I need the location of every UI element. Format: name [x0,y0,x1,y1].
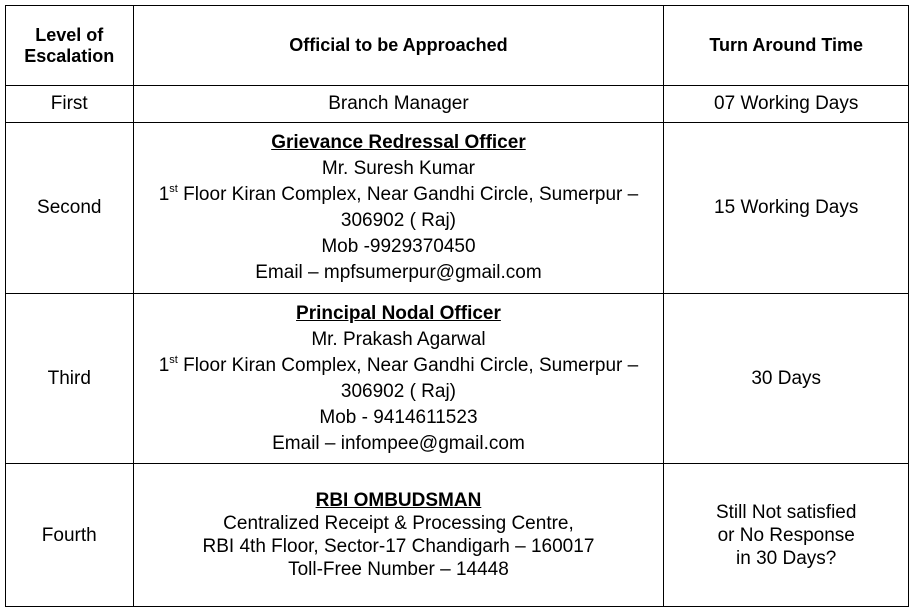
header-tat: Turn Around Time [664,6,909,86]
address-text: Floor Kiran Complex, Near Gandhi Circle, Sumerpur – [177,184,639,205]
level-cell: Fourth [6,464,134,607]
tat-line-2: or No Response [717,524,855,546]
header-level [6,6,134,86]
tat-cell: 07 Working Days [664,86,909,123]
address-text: Floor Kiran Complex, Near Gandhi Circle, Sumerpur – [177,354,639,376]
official-cell [133,294,664,464]
official-mobile: Mob - 9414611523 [319,406,478,428]
address-ordinal: st [169,353,178,366]
table-row-second [6,123,909,294]
address-number: 1 [158,184,170,205]
official-cell [133,123,664,294]
official-cell [133,464,664,607]
official-email: Email – infompee@gmail.com [272,432,525,454]
header-official: Official to be Approached [133,6,664,86]
tat-line-3: in 30 Days? [736,547,837,569]
official-title: Grievance Redressal Officer [271,132,526,153]
official-toll-free: Toll-Free Number – 14448 [288,559,509,580]
official-address [140,353,658,379]
official-mobile: Mob -9929370450 [321,236,476,257]
official-address-line-2: 306902 ( Raj) [340,210,457,231]
address-number: 1 [158,354,170,376]
table-row-fourth [6,464,909,607]
table-row-third [6,294,909,464]
table-row-first [6,86,909,123]
header-level-line-2: Escalation [24,45,115,66]
official-title: RBI OMBUDSMAN [315,490,482,511]
table-header-row [6,6,909,86]
official-email: Email – mpfsumerpur@gmail.com [255,262,542,283]
tat-line-1: Still Not satisfied [715,501,857,523]
escalation-table [5,5,909,607]
official-address-line-2: 306902 ( Raj) [340,380,457,402]
address-ordinal: st [169,183,178,195]
official-line-1: Centralized Receipt & Processing Centre, [223,513,574,534]
level-cell: Second [6,123,134,294]
official-name: Mr. Prakash Agarwal [311,328,486,350]
official-title: Principal Nodal Officer [296,302,501,324]
level-cell: First [6,86,134,123]
official-address [140,182,658,208]
official-line-2: RBI 4th Floor, Sector-17 Chandigarh – 160017 [202,536,595,557]
level-cell: Third [6,294,134,464]
tat-cell [664,464,909,607]
official-cell: Branch Manager [133,86,664,123]
tat-cell: 30 Days [664,294,909,464]
tat-cell: 15 Working Days [664,123,909,294]
official-name: Mr. Suresh Kumar [321,158,476,179]
header-level-line-1: Level of [35,24,104,45]
